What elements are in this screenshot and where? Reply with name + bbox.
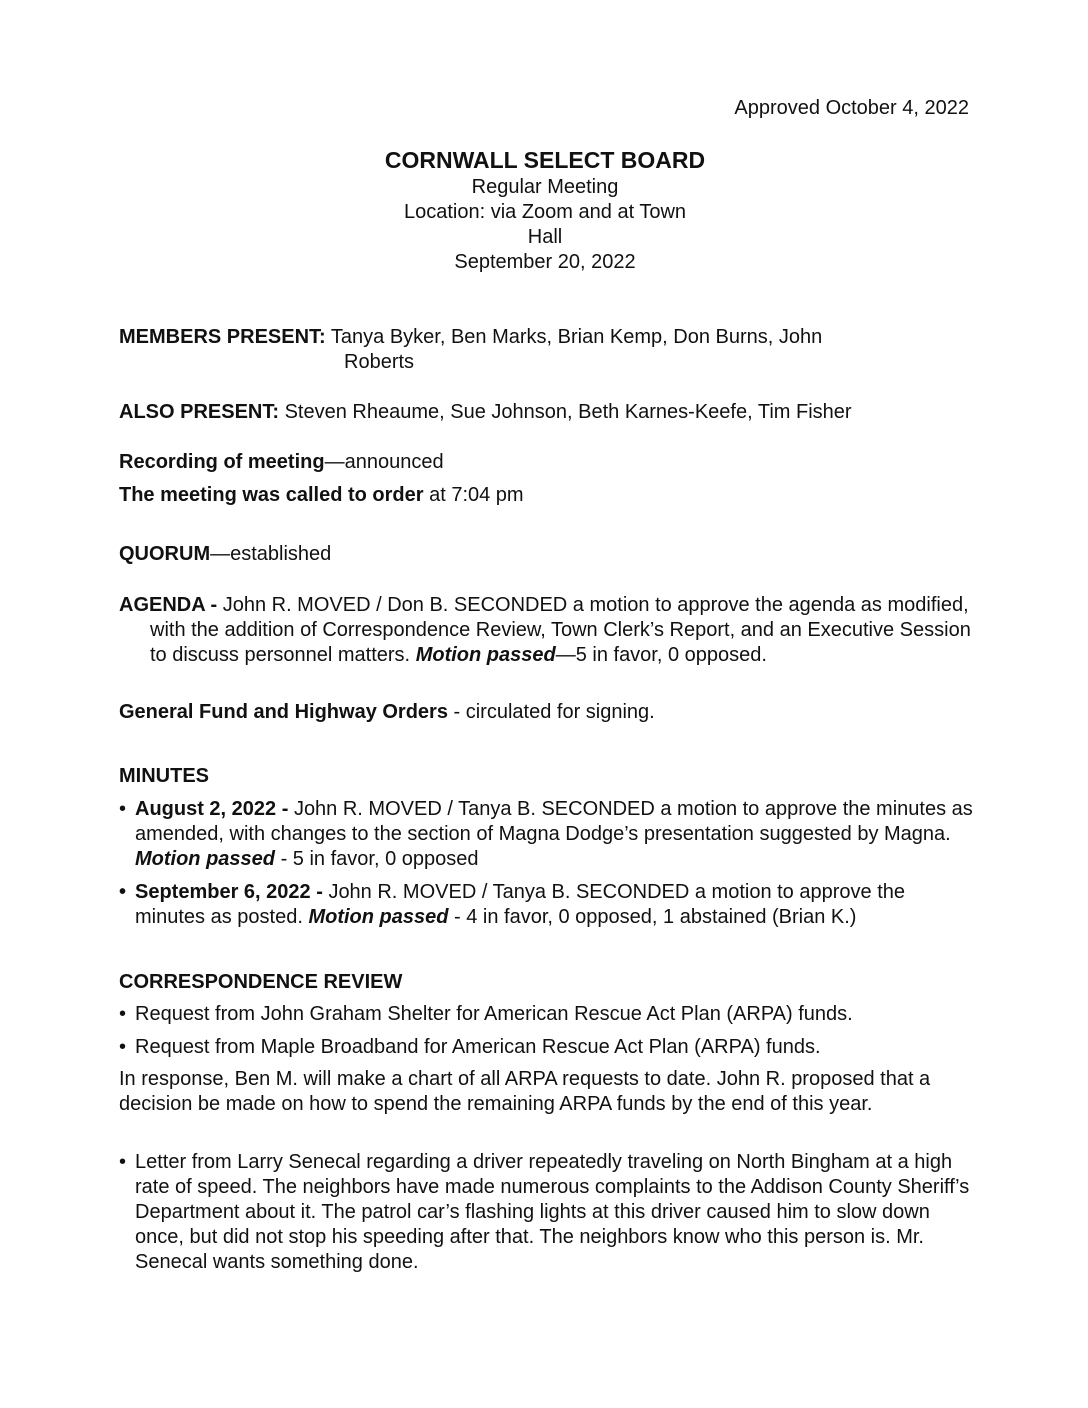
minutes-item <box>119 797 979 872</box>
also-present <box>119 400 979 425</box>
recording-line <box>119 450 979 475</box>
minutes-item-label: August 2, 2022 - <box>135 798 294 820</box>
agenda-label: AGENDA - <box>119 594 223 616</box>
called-label: The meeting was called to order <box>119 484 424 506</box>
agenda-motion: Motion passed <box>415 644 556 666</box>
meeting-info <box>330 175 760 275</box>
bullet-icon: • <box>119 881 127 903</box>
recording-text: —announced <box>324 451 444 473</box>
meeting-location: Location: via Zoom and at Town <box>403 201 687 223</box>
correspondence-item-text: Request from John Graham Shelter for American Rescue Act Plan (ARPA) funds. <box>135 1003 853 1025</box>
quorum-line <box>119 542 979 567</box>
minutes-heading: MINUTES <box>119 765 209 787</box>
also-list: Steven Rheaume, Sue Johnson, Beth Karnes-Keefe, Tim Fisher <box>279 401 852 423</box>
meeting-date: September 20, 2022 <box>454 251 636 273</box>
called-text: at 7:04 pm <box>423 484 524 506</box>
correspondence-response: In response, Ben M. will make a chart of all ARPA requests to date. John R. proposed that a decision be made on how to spend the remaining ARPA funds by the end of this year. <box>119 1068 931 1115</box>
minutes-item-motion: Motion passed <box>308 906 449 928</box>
minutes-item-label: September 6, 2022 - <box>135 881 329 903</box>
minutes-item-text: John R. MOVED / Tanya B. SECONDED a motion to approve the minutes as amended, with changes to the section of Magna Dodge’s presentation suggested by Magna. <box>135 798 973 845</box>
meeting-location-cont: Hall <box>527 226 563 248</box>
approved-date: Approved October 4, 2022 <box>734 97 969 119</box>
bullet-icon: • <box>119 1151 127 1173</box>
correspondence-item-text: Request from Maple Broadband for American Rescue Act Plan (ARPA) funds. <box>135 1036 821 1058</box>
members-list: Tanya Byker, Ben Marks, Brian Kemp, Don Burns, John <box>325 326 823 348</box>
bullet-icon: • <box>119 1003 127 1025</box>
correspondence-heading: CORRESPONDENCE REVIEW <box>119 971 403 993</box>
members-list-cont: Roberts <box>344 351 415 373</box>
minutes-item <box>119 880 979 930</box>
meeting-type: Regular Meeting <box>471 176 619 198</box>
bullet-icon: • <box>119 1036 127 1058</box>
members-label: MEMBERS PRESENT: <box>119 326 326 348</box>
also-label: ALSO PRESENT: <box>119 401 280 423</box>
minutes-item-result: - 5 in favor, 0 opposed <box>275 848 479 870</box>
agenda-text: John R. MOVED / Don B. SECONDED a motion to approve the agenda as modified, with the addition of Correspondence Review, Town Clerk’s Report, and an Executive Session to discuss personnel matters. <box>150 594 971 666</box>
minutes-item-text: John R. MOVED / Tanya B. SECONDED a motion to approve the minutes as posted. <box>135 881 905 928</box>
orders-label: General Fund and Highway Orders <box>119 701 448 723</box>
agenda-paragraph <box>119 593 980 668</box>
members-present <box>119 325 979 375</box>
orders-text: - circulated for signing. <box>447 701 655 723</box>
correspondence-item <box>119 1150 979 1275</box>
minutes-item-result: - 4 in favor, 0 opposed, 1 abstained (Brian K.) <box>448 906 857 928</box>
quorum-label: QUORUM <box>119 543 211 565</box>
quorum-text: —established <box>210 543 332 565</box>
correspondence-item-text: Letter from Larry Senecal regarding a driver repeatedly traveling on North Bingham at a high rate of speed. The neighbors have made numerous complaints to the Addison County Sheriff’s Department about it. The patrol car’s flashing lights at this driver caused him to slow down once, but did not stop his speeding after that. The neighbors know who this person is. Mr. Senecal wants something done. <box>135 1151 970 1273</box>
correspondence-item <box>119 1035 979 1060</box>
minutes-item-motion: Motion passed <box>135 848 276 870</box>
recording-label: Recording of meeting <box>119 451 325 473</box>
agenda-result: —5 in favor, 0 opposed. <box>555 644 767 666</box>
correspondence-item <box>119 1002 979 1027</box>
bullet-icon: • <box>119 798 127 820</box>
orders-line <box>119 700 979 725</box>
called-to-order-line <box>119 483 979 508</box>
page-title: CORNWALL SELECT BOARD <box>384 147 706 173</box>
